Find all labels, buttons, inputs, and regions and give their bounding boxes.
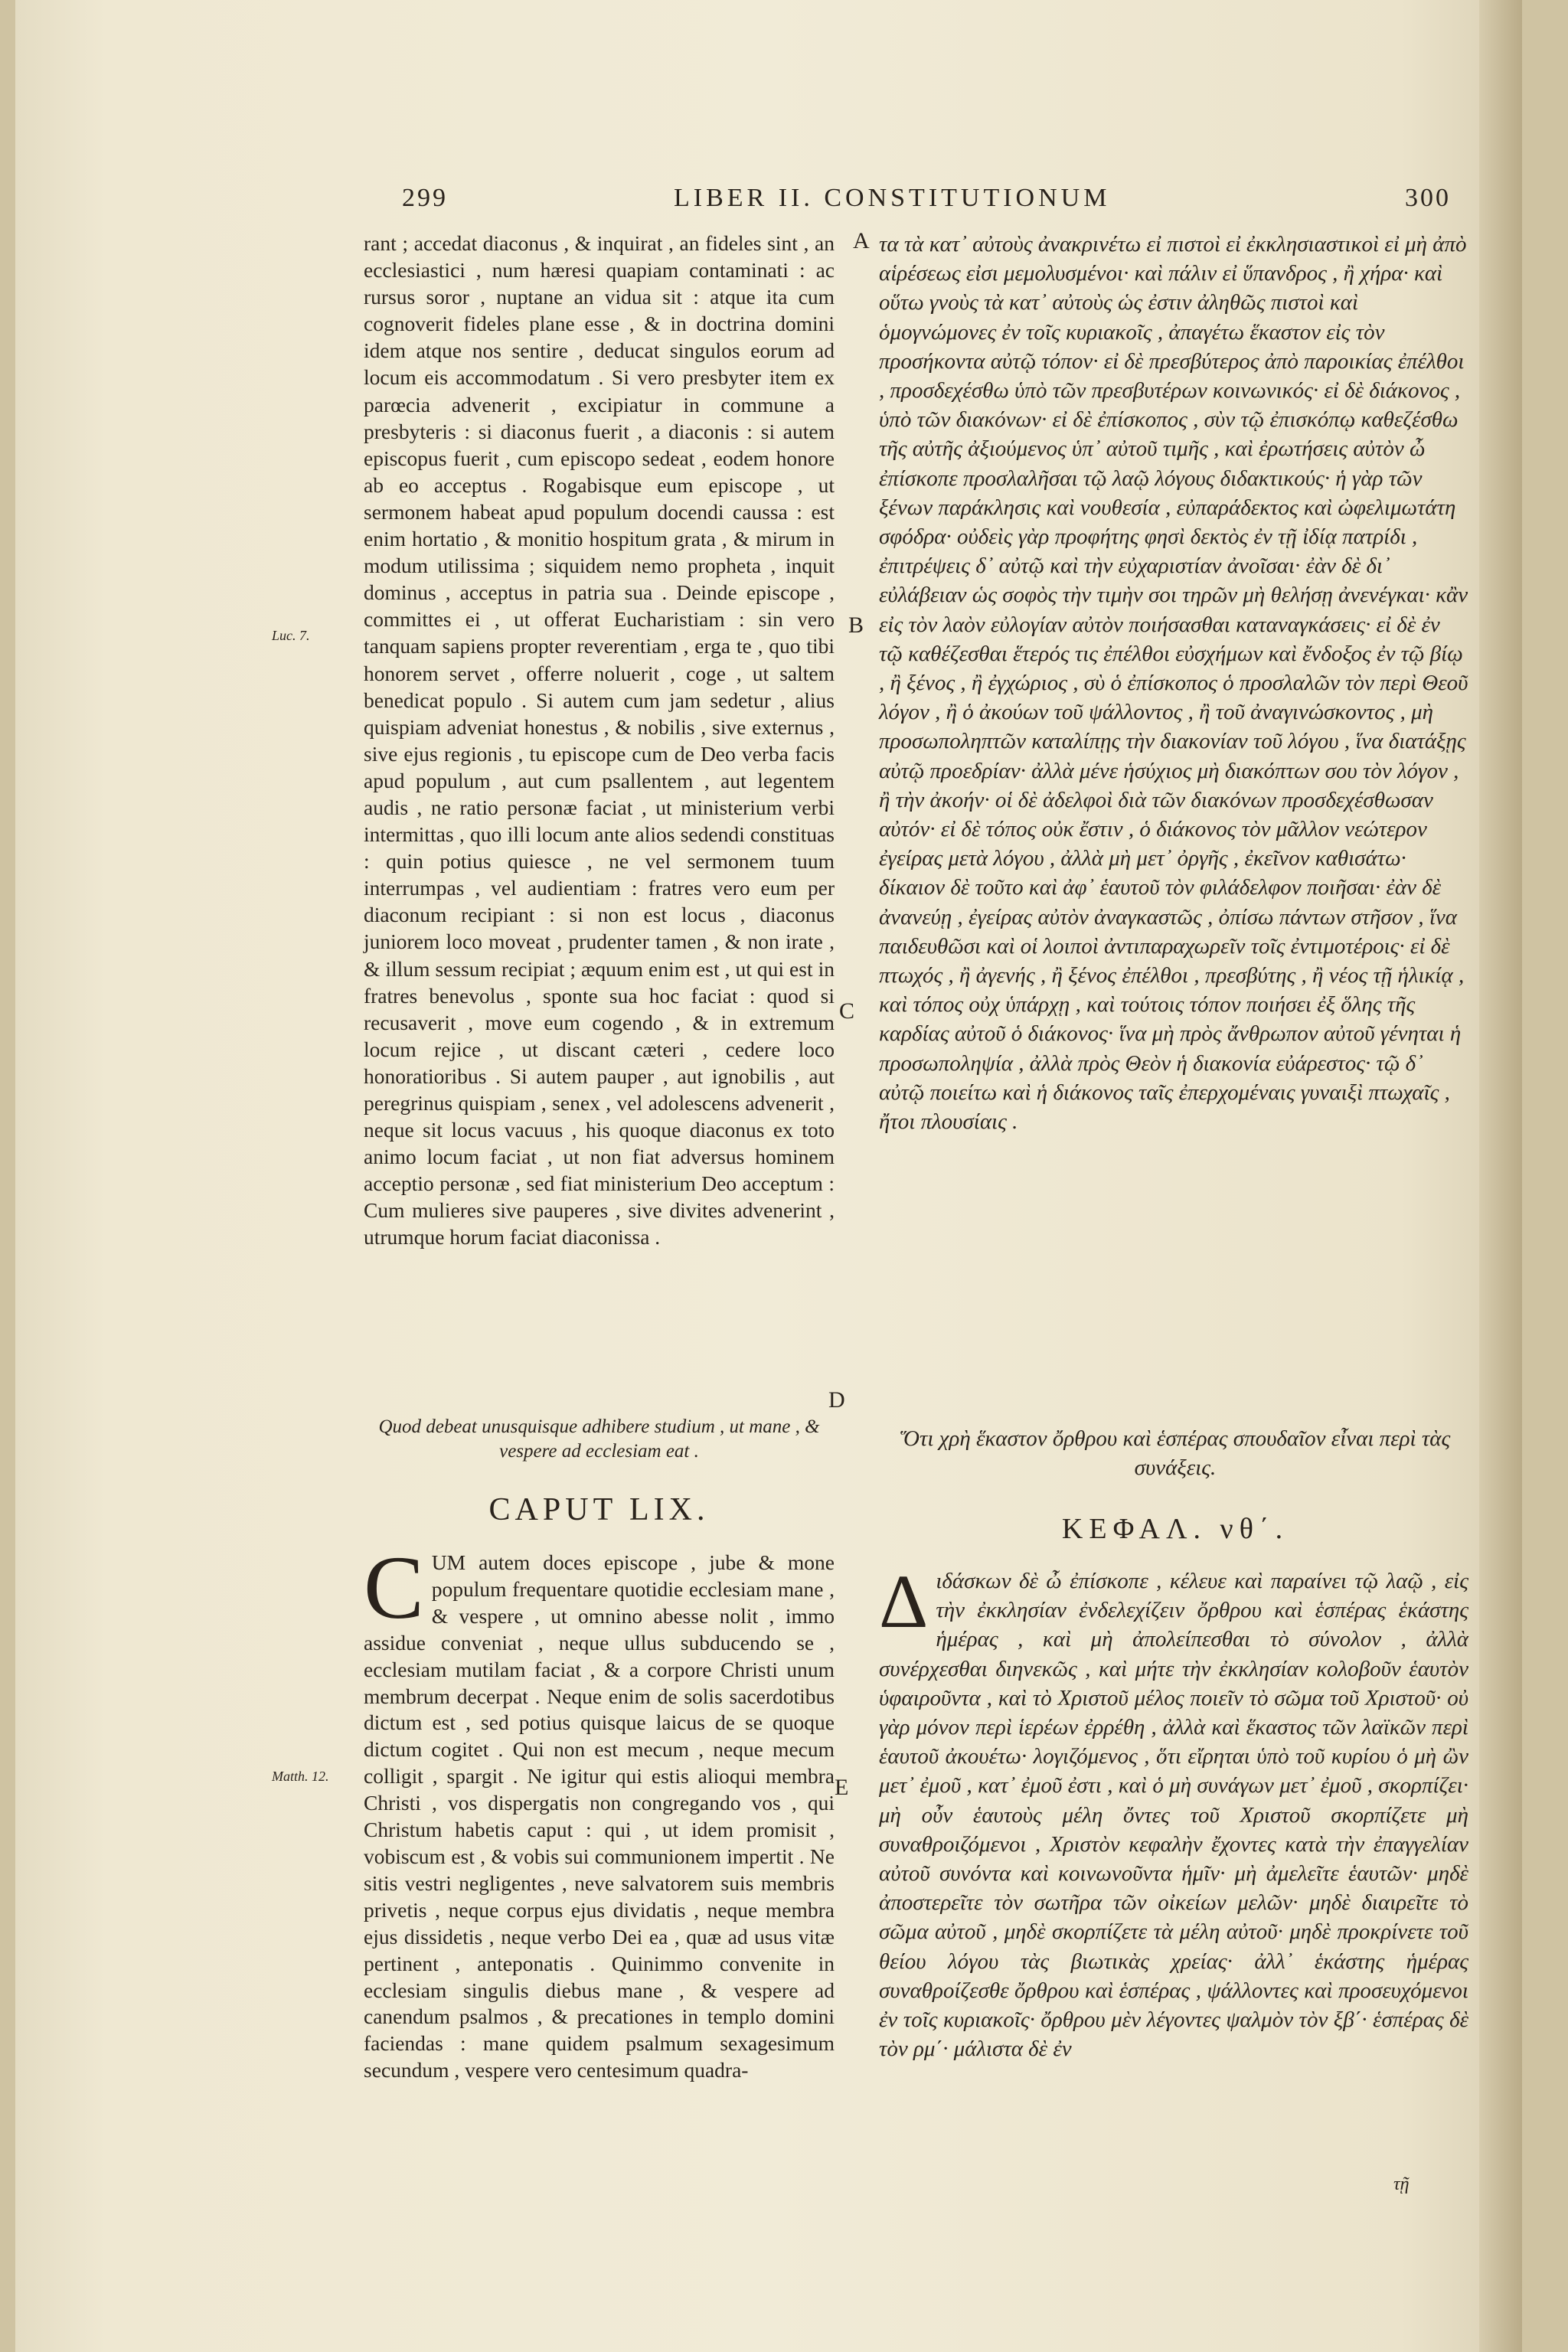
latin-body-text: UM autem doces episcope , jube & mone populum frequentare quotidie ecclesiam mane , & vespere , ut omnino abesse nolit , immo assidue conveniat , neque ullus subducendo se , ecclesiam mutilam faciat , & a corpore Christi unum membrum decerpat . Neque enim de solis sacerdotibus dictum est , sed potius quisque laicus de se quoque dictum cogitet . Qui non est mecum , neque mecum colligit , spargit . Ne igitur qui estis alioqui membra Christi , vos dispergatis non congregando vos , qui Christum habetis caput : qui , ut idem promisit , vobiscum est , & vobis sui communionem impertit . Ne sitis vestri negligentes , neve salvatorem suis membris privetis , neque corpus ejus dividatis , neque membra ejus dissidetis , neque verbo Dei ea , quæ ad usus vitæ pertinent , anteponatis . Quinimmo convenite in ecclesiam singulis diebus mane , & vespere ad canendum psalmos , & precationes in templo domini faciendas : mane quidem psalmum sexagesimum secundum , vespere vero centesimum quadra- bbox=[364, 1550, 835, 2082]
greek-drop-cap: Δ bbox=[879, 1559, 929, 1644]
margin-note-luke: Luc. 7. bbox=[272, 628, 310, 643]
latin-column-upper bbox=[364, 230, 835, 1251]
greek-chapter-summary: Ὅτι χρὴ ἕκαστον ὄρθρου καὶ ἑσπέρας σπουδαῖον εἶναι περὶ τὰς συνάξεις. bbox=[900, 1426, 1451, 1480]
latin-chapter-summary: Quod debeat unusquisque adhibere studium , ut mane , & vespere ad ecclesiam eat . bbox=[378, 1416, 820, 1462]
latin-chapter-heading: CAPUT LIX. bbox=[488, 1492, 710, 1527]
latin-drop-cap: C bbox=[364, 1537, 424, 1638]
greek-chapter-body bbox=[879, 1559, 1468, 2063]
greek-column-upper bbox=[879, 230, 1468, 1136]
section-marker-a: A bbox=[853, 228, 870, 253]
page-number-right: 300 bbox=[1405, 184, 1451, 212]
book-page bbox=[15, 0, 1522, 2352]
running-title: LIBER II. CONSTITUTIONUM bbox=[674, 184, 1111, 212]
greek-chapter-heading: ΚΕΦΑΛ. νθ΄. bbox=[1061, 1513, 1289, 1545]
margin-note-matthew: Matth. 12. bbox=[272, 1769, 329, 1784]
section-marker-b: B bbox=[848, 612, 864, 638]
section-marker-c: C bbox=[839, 998, 855, 1024]
page-edge bbox=[1479, 0, 1522, 2352]
greek-upper-text: τα τὰ κατ᾽ αὐτοὺς ἀνακρινέτω εἰ πιστοὶ εἰ ἐκκλησιαστικοὶ εἰ μὴ ἀπὸ αἱρέσεως εἰσι μεμολυσμένοι· καὶ πάλιν εἰ ὕπανδρος , ἢ χήρα· καὶ οὕτω γνοὺς τὰ κατ᾽ αὐτοὺς ὡς ἐστιν ἀληθῶς πιστοὶ καὶ ὁμογνώμονες ἐν τοῖς κυριακοῖς , ἀπαγέτω ἕκαστον εἰς τὸν προσήκοντα αὐτῷ τόπον· εἰ δὲ πρεσβύτερος ἀπὸ παροικίας ἐπέλθοι , προσδεχέσθω ὑπὸ τῶν πρεσβυτέρων κοινωνικός· εἰ δὲ διάκονος , ὑπὸ τῶν διακόνων· εἰ δὲ ἐπίσκοπος , σὺν τῷ ἐπισκόπῳ καθεζέσθω τῆς αὐτῆς ἀξιούμενος ὑπ᾽ αὐτοῦ τιμῆς , καὶ ἐρωτήσεις αὐτὸν ὦ ἐπίσκοπε προσλαλῆσαι τῷ λαῷ λόγους διδακτικούς· ἡ γὰρ τῶν ξένων παράκλησις καὶ νουθεσία , εὐπαράδεκτος καὶ ὠφελιμωτάτη σφόδρα· οὐδεὶς γὰρ προφήτης φησὶ δεκτὸς ἐν τῇ ἰδίᾳ πατρίδι , ἐπιτρέψεις δ᾽ αὐτῷ καὶ τὴν εὐχαριστίαν ἀνοῖσαι· ἐὰν δὲ δι᾽ εὐλάβειαν ὡς σοφὸς τὴν τιμὴν σοι τηρῶν μὴ θελήσῃ ἀνενέγκαι· κἂν εἰς τὸν λαὸν εὐλογίαν αὐτὸν ποιήσασθαι καταναγκάσεις· εἰ δὲ ἐν τῷ καθέζεσθαι ἕτερός τις ἐπέλθοι εὐσχήμων καὶ ἔνδοξος ἐν τῷ βίῳ , ἢ ξένος , ἢ ἐγχώριος , σὺ ὁ ἐπίσκοπος ὁ προσλαλῶν τὸν περὶ Θεοῦ λόγον , ἢ ὁ ἀκούων τοῦ ψάλλοντος , ἢ τοῦ ἀναγινώσκοντος , μὴ προσωποληπτῶν καταλίπῃς τὴν διακονίαν τοῦ λόγου , ἵνα διατάξῃς αὐτῷ προεδρίαν· ἀλλὰ μένε ἡσύχιος μὴ διακόπτων σου τὸν λόγον , ἢ τὴν ἀκοήν· οἱ δὲ ἀδελφοὶ διὰ τῶν διακόνων προσδεχέσθωσαν αὐτόν· εἰ δὲ τόπος οὐκ ἔστιν , ὁ διάκονος τὸν μᾶλλον νεώτερον ἐγείρας μετὰ λόγου , ἀλλὰ μὴ μετ᾽ ὀργῆς , ἐκεῖνον καθισάτω· δίκαιον δὲ τοῦτο καὶ ἀφ᾽ ἑαυτοῦ τὸν φιλάδελφον ποιῆσαι· ἐὰν δὲ ἀνανεύῃ , ἐγείρας αὐτὸν ἀναγκαστῶς , ὀπίσω πάντων στῆσον , ἵνα παιδευθῶσι καὶ οἱ λοιποὶ ἀντιπαραχωρεῖν τοῖς ἐντιμοτέροις· εἰ δὲ πτωχός , ἢ ἀγενής , ἢ ξένος ἐπέλθοι , πρεσβύτης , ἢ νέος τῇ ἡλικίᾳ , καὶ τόπος οὐχ ὑπάρχῃ , καὶ τούτοις τόπον ποιήσει ἐξ ὅλης τῆς καρδίας αὐτοῦ ὁ διάκονος· ἵνα μὴ πρὸς ἄνθρωπον αὐτοῦ γένηται ἡ προσωποληψία , ἀλλὰ πρὸς Θεὸν ἡ διακονία εὐάρεστος· τῷ δ᾽ αὐτῷ ποιείτω καὶ ἡ διάκονος ταῖς ἐπερχομέναις γυναιξὶ πτωχαῖς , ἤτοι πλουσίαις . bbox=[879, 232, 1468, 1135]
catchword: τῇ bbox=[1393, 2174, 1410, 2194]
section-marker-e: E bbox=[835, 1775, 849, 1800]
latin-upper-text: rant ; accedat diaconus , & inquirat , an fideles sint , an ecclesiastici , num hæresi quapiam contaminati : ac rursus soror , nuptane an vidua sit : atque ita cum cognoverit fideles plane esse , & in doctrina domini idem atque nos sentire , deducat singulos eorum ad locum eis accommodatum . Si vero presbyter item ex parœcia advenerit , excipiatur in commune a presbyteris : si diaconus fuerit , a diaconis : si autem episcopus fuerit , cum episcopo sedeat , eodem honore ab eo acceptus . Rogabisque eum episcope , ut sermonem habeat apud populum docendi caussa : est enim hortatio , & monitio hospitum grata , & mirum in modum utilissima ; siquidem nemo propheta , inquit dominus , acceptus in patria sua . Deinde episcope , committes ei , ut offerat Eucharistiam : sin vero tanquam sapiens propter reverentiam , erga te , quo tibi honorem servet , offerre noluerit , coge , ut saltem benedicat populo . Si autem cum jam sedetur , alius quispiam adveniat honestus , & nobilis , sive externus , sive ejus regionis , tu episcope cum de Deo verba facis apud populum , aut cum psallentem , aut legentem audis , ne ratio personæ faciat , ut ministerium verbi intermittas , quo illi locum ante alios sedendi constituas : quin potius quiesce , ne vel sermonem tuum interrumpas , vel audientiam : fratres vero eum per diaconum recipiant : si non est locus , diaconus juniorem loco moveat , prudenter tamen , & non irate , & illum sessum recipiat ; æquum enim est , ut qui est in fratres benevolus , sponte sua hoc faciat : quod si recusaverit , move eum cogendo , & in extremum locum rejice , ut discant cæteri , cedere loco honoratioribus . Si autem pauper , aut ignobilis , aut peregrinus quispiam , senex , vel adolescens advenerit , neque sit locus vacuus , his quoque diaconus ex toto animo locum faciat , ut non fiat adversus hominem acceptio personæ , sed fiat ministerium Deo acceptum : Cum mulieres sive pauperes , sive divites advenerint , utrumque horum faciat diaconissa . bbox=[364, 231, 835, 1250]
section-marker-d: D bbox=[828, 1387, 845, 1413]
latin-chapter-body bbox=[364, 1537, 835, 2084]
page-number-left: 299 bbox=[402, 184, 448, 212]
greek-body-text: ιδάσκων δὲ ὦ ἐπίσκοπε , κέλευε καὶ παραίνει τῷ λαῷ , εἰς τὴν ἐκκλησίαν ἐνδελεχίζειν ὄρθρου καὶ ἑσπέρας ἑκάστης ἡμέρας , καὶ μὴ ἀπολείπεσθαι τὸ σύνολον , ἀλλὰ συνέρχεσθαι διηνεκῶς , καὶ μήτε τὴν ἐκκλησίαν κολοβοῦν ἑαυτὸν ὑφαιροῦντα , καὶ τὸ Χριστοῦ μέλος ποιεῖν τὸ σῶμα τοῦ Χριστοῦ· οὐ γὰρ μόνον περὶ ἱερέων ἐρρέθη , ἀλλὰ καὶ ἕκαστος τῶν λαϊκῶν περὶ ἑαυτοῦ ἀκουέτω· λογιζόμενος , ὅτι εἴρηται ὑπὸ τοῦ κυρίου ὁ μὴ ὢν μετ᾽ ἐμοῦ , κατ᾽ ἐμοῦ ἐστι , καὶ ὁ μὴ συνάγων μετ᾽ ἐμοῦ , σκορπίζει· μὴ οὖν ἑαυτοὺς μέλη ὄντες τοῦ Χριστοῦ σκορπίζετε μὴ συναθροιζόμενοι , Χριστὸν κεφαλὴν ἔχοντες κατὰ τὴν ἐπαγγελίαν αὐτοῦ συνόντα καὶ κοινωνοῦντα ἡμῖν· μὴ ἀμελεῖτε ἑαυτῶν· μηδὲ ἀποστερεῖτε τὸν σωτῆρα τῶν οἰκείων μελῶν· μηδὲ διαιρεῖτε τὸ σῶμα αὐτοῦ , μηδὲ σκορπίζετε τὰ μέλη αὐτοῦ· μηδὲ προκρίνετε τοῦ θείου λόγου τὰς βιωτικὰς χρείας· ἀλλ᾽ ἑκάστης ἡμέρας συναθροίζεσθε ὄρθρου καὶ ἑσπέρας , ψάλλοντες καὶ προσευχόμενοι ἐν τοῖς κυριακοῖς· ὄρθρου μὲν λέγοντες ψαλμὸν τὸν ξβ΄· ἑσπέρας δὲ τὸν ρμ΄· μάλιστα δὲ ἐν bbox=[879, 1569, 1468, 2062]
